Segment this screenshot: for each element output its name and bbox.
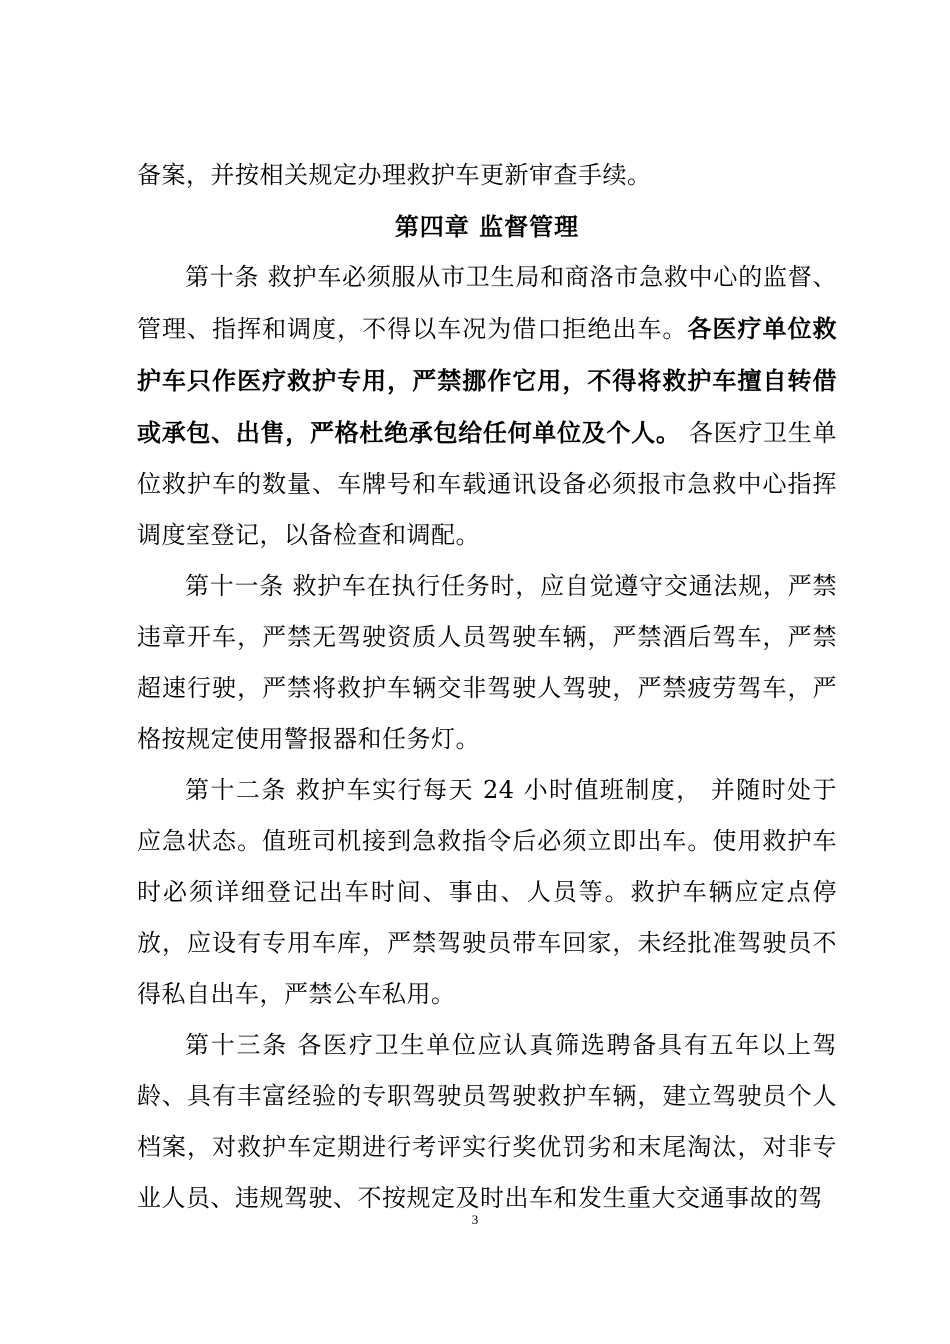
article-10-bold-text: 各医疗单位救护车只作医疗救护专用，严禁挪作它用，不得将救护车擅自转借或承包、出售，严格杜绝承包给任何单位及个人。 xyxy=(137,314,837,447)
chapter-title: 第四章 监督管理 xyxy=(394,212,580,241)
article-10-lead: 第十条 救护车必须服从市卫生局和商洛市急救中心的监督、管理、指挥和调度，不得以车况为借口拒绝出车。 xyxy=(137,263,837,343)
continuation-paragraph: 备案，并按相关规定办理救护车更新审查手续。 xyxy=(137,161,652,189)
article-10-paragraph xyxy=(137,252,837,561)
article-12-paragraph: 第十二条 救护车实行每天 24 小时值班制度， 并随时处于应急状态。值班司机接到急救指令后必须立即出车。使用救护车时必须详细登记出车时间、事由、人员等。救护车辆应定点停放，应设有专用车库，严禁驾驶员带车回家，未经批准驾驶员不得私自出车，严禁公车私用。 xyxy=(137,776,837,1008)
article-10-tail: 各医疗卫生单位救护车的数量、车牌号和车载通讯设备必须报市急救中心指挥调度室登记，以备检查和调配。 xyxy=(137,419,837,549)
page-body xyxy=(137,150,837,1224)
page-number: 3 xyxy=(471,1212,479,1227)
article-11-paragraph: 第十一条 救护车在执行任务时，应自觉遵守交通法规，严禁违章开车，严禁无驾驶资质人员驾驶车辆，严禁酒后驾车，严禁超速行驶，严禁将救护车辆交非驾驶人驾驶，严禁疲劳驾车，严格按规定使用警报器和任务灯。 xyxy=(137,572,837,753)
article-13-paragraph: 第十三条 各医疗卫生单位应认真筛选聘备具有五年以上驾龄、具有丰富经验的专职驾驶员驾驶救护车辆，建立驾驶员个人档案，对救护车定期进行考评实行奖优罚劣和末尾淘汰，对非专业人员、违规驾驶、不按规定及时出车和发生重大交通事故的驾 xyxy=(137,1031,837,1212)
